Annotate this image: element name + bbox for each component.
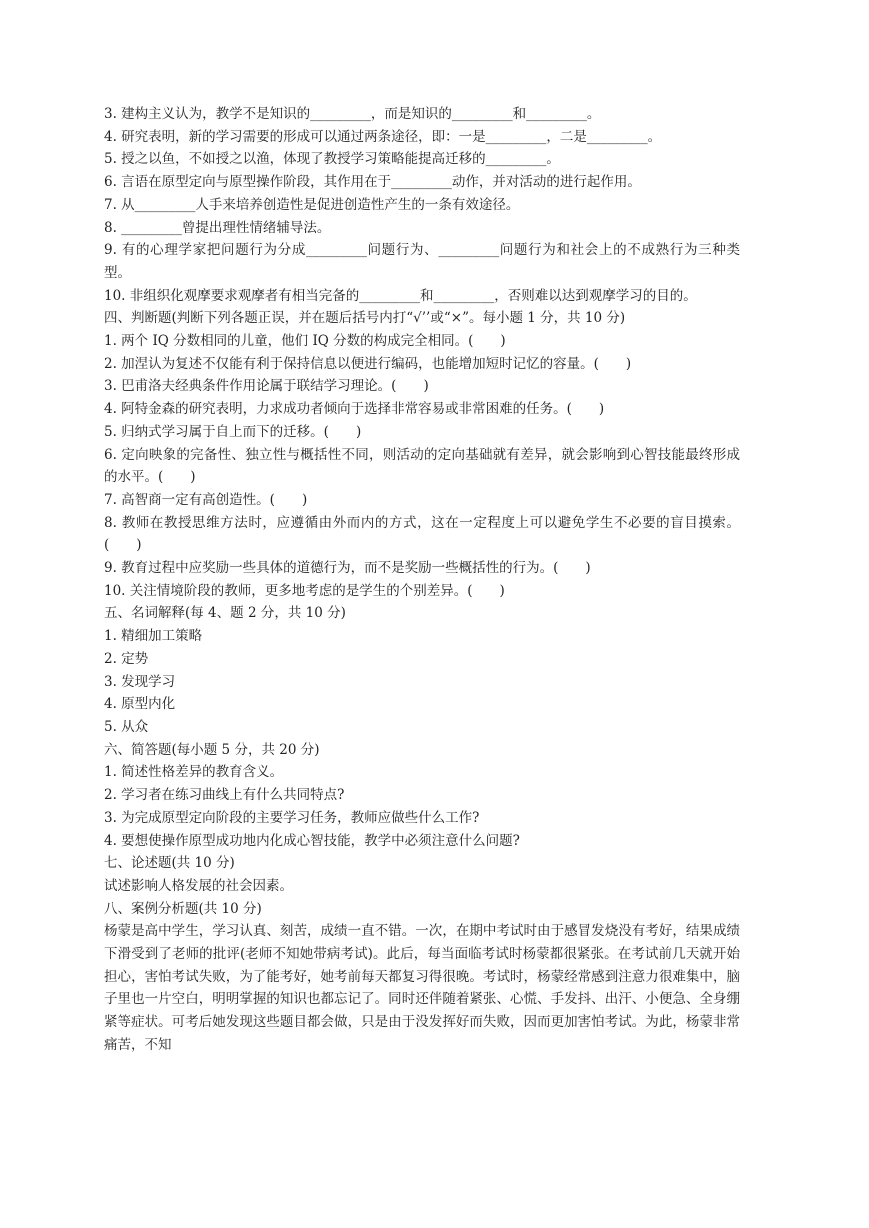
- judge-item-6: 6. 定向映象的完备性、独立性与概括性不同，则活动的定向基础就有差异，就会影响到心智技能最终形成的水平。( ): [104, 446, 740, 486]
- short-answer-item-3: 3. 为完成原型定向阶段的主要学习任务，教师应做些什么工作?: [104, 809, 480, 826]
- case-text: 杨蒙是高中学生，学习认真、刻苦，成绩一直不错。一次，在期中考试时由于感冒发烧没有考好，结果成绩下滑受到了老师的批评(老师不知她带病考试)。此后，每当面临考试时杨蒙都很紧张。在考试前几天就开始担心，害怕考试失败，为了能考好，她考前每天都复习得很晚。考试时，杨蒙经常感到注意力很难集中，脑子里也一片空白，明明掌握的知识也都忘记了。同时还伴随着紧张、心慌、手发抖、出汗、小便急、全身绷紧等症状。可考后她发现这些题目都会做，只是由于没发挥好而失败，因而更加害怕考试。为此，杨蒙非常痛苦，不知: [104, 923, 740, 1053]
- short-answer-item-1: 1. 简述性格差异的教育含义。: [104, 764, 284, 781]
- judge-item-3: 3. 巴甫洛夫经典条件作用论属于联结学习理论。( ): [104, 378, 429, 395]
- fill-in-item-10: 10. 非组织化观摩要求观摩者有相当完备的_________和_________，否则难以达到观摩学习的目的。: [104, 287, 697, 304]
- essay-question: 试述影响人格发展的社会因素。: [104, 877, 293, 894]
- fill-in-item-7: 7. 从_________人手来培养创造性是促进创造性产生的一条有效途径。: [104, 196, 520, 213]
- judge-item-7: 7. 高智商一定有高创造性。( ): [104, 491, 308, 508]
- section-8-heading: 八、案例分析题(共 10 分): [104, 900, 262, 917]
- section-7-heading: 七、论述题(共 10 分): [104, 855, 235, 872]
- section-6-heading: 六、简答题(每小题 5 分，共 20 分): [104, 741, 320, 758]
- fill-in-item-8: 8. _________曾提出理性情绪辅导法。: [104, 219, 331, 236]
- fill-in-item-4: 4. 研究表明，新的学习需要的形成可以通过两条途径，即：一是_________，二是_________。: [104, 128, 662, 145]
- term-item-2: 2. 定势: [104, 650, 149, 667]
- section-5-heading: 五、名词解释(每 4、题 2 分，共 10 分): [104, 605, 346, 622]
- term-item-5: 5. 从众: [104, 718, 149, 735]
- short-answer-item-4: 4. 要想使操作原型成功地内化成心智技能，教学中必须注意什么问题?: [104, 832, 520, 849]
- short-answer-item-2: 2. 学习者在练习曲线上有什么共同特点?: [104, 787, 345, 804]
- fill-in-item-3: 3. 建构主义认为，教学不是知识的_________，而是知识的_________和_________。: [104, 106, 601, 122]
- judge-item-2: 2. 加涅认为复述不仅能有利于保持信息以便进行编码，也能增加短时记忆的容量。( ): [104, 355, 632, 372]
- judge-item-10: 10. 关注情境阶段的教师，更多地考虑的是学生的个别差异。( ): [104, 582, 505, 599]
- fill-in-item-9: 9. 有的心理学家把问题行为分成_________问题行为、_________问题行为和社会上的不成熟行为三种类型。: [104, 242, 740, 281]
- term-item-4: 4. 原型内化: [104, 696, 176, 713]
- fill-in-item-6: 6. 言语在原型定向与原型操作阶段，其作用在于_________动作，并对活动的进行起作用。: [104, 174, 641, 191]
- term-item-1: 1. 精细加工策略: [104, 628, 203, 645]
- judge-item-8: 8. 教师在教授思维方法时，应遵循由外而内的方式，这在一定程度上可以避免学生不必要的盲目摸索。( ): [104, 514, 740, 554]
- term-item-3: 3. 发现学习: [104, 673, 176, 690]
- judge-item-1: 1. 两个 IQ 分数相同的儿童，他们 IQ 分数的构成完全相同。( ): [104, 333, 506, 350]
- judge-item-9: 9. 教育过程中应奖励一些具体的道德行为，而不是奖励一些概括性的行为。( ): [104, 560, 591, 577]
- exam-page: [104, 103, 740, 1057]
- fill-in-item-5: 5. 授之以鱼，不如授之以渔，体现了教授学习策略能提高迁移的_________。: [104, 151, 560, 168]
- section-4-heading: 四、判断题(判断下列各题正误，并在题后括号内打“√’’或“×”。每小题 1 分，共 10 分): [104, 310, 626, 327]
- judge-item-5: 5. 归纳式学习属于自上而下的迁移。( ): [104, 423, 362, 440]
- judge-item-4: 4. 阿特金森的研究表明，力求成功者倾向于选择非常容易或非常困难的任务。( ): [104, 401, 605, 418]
